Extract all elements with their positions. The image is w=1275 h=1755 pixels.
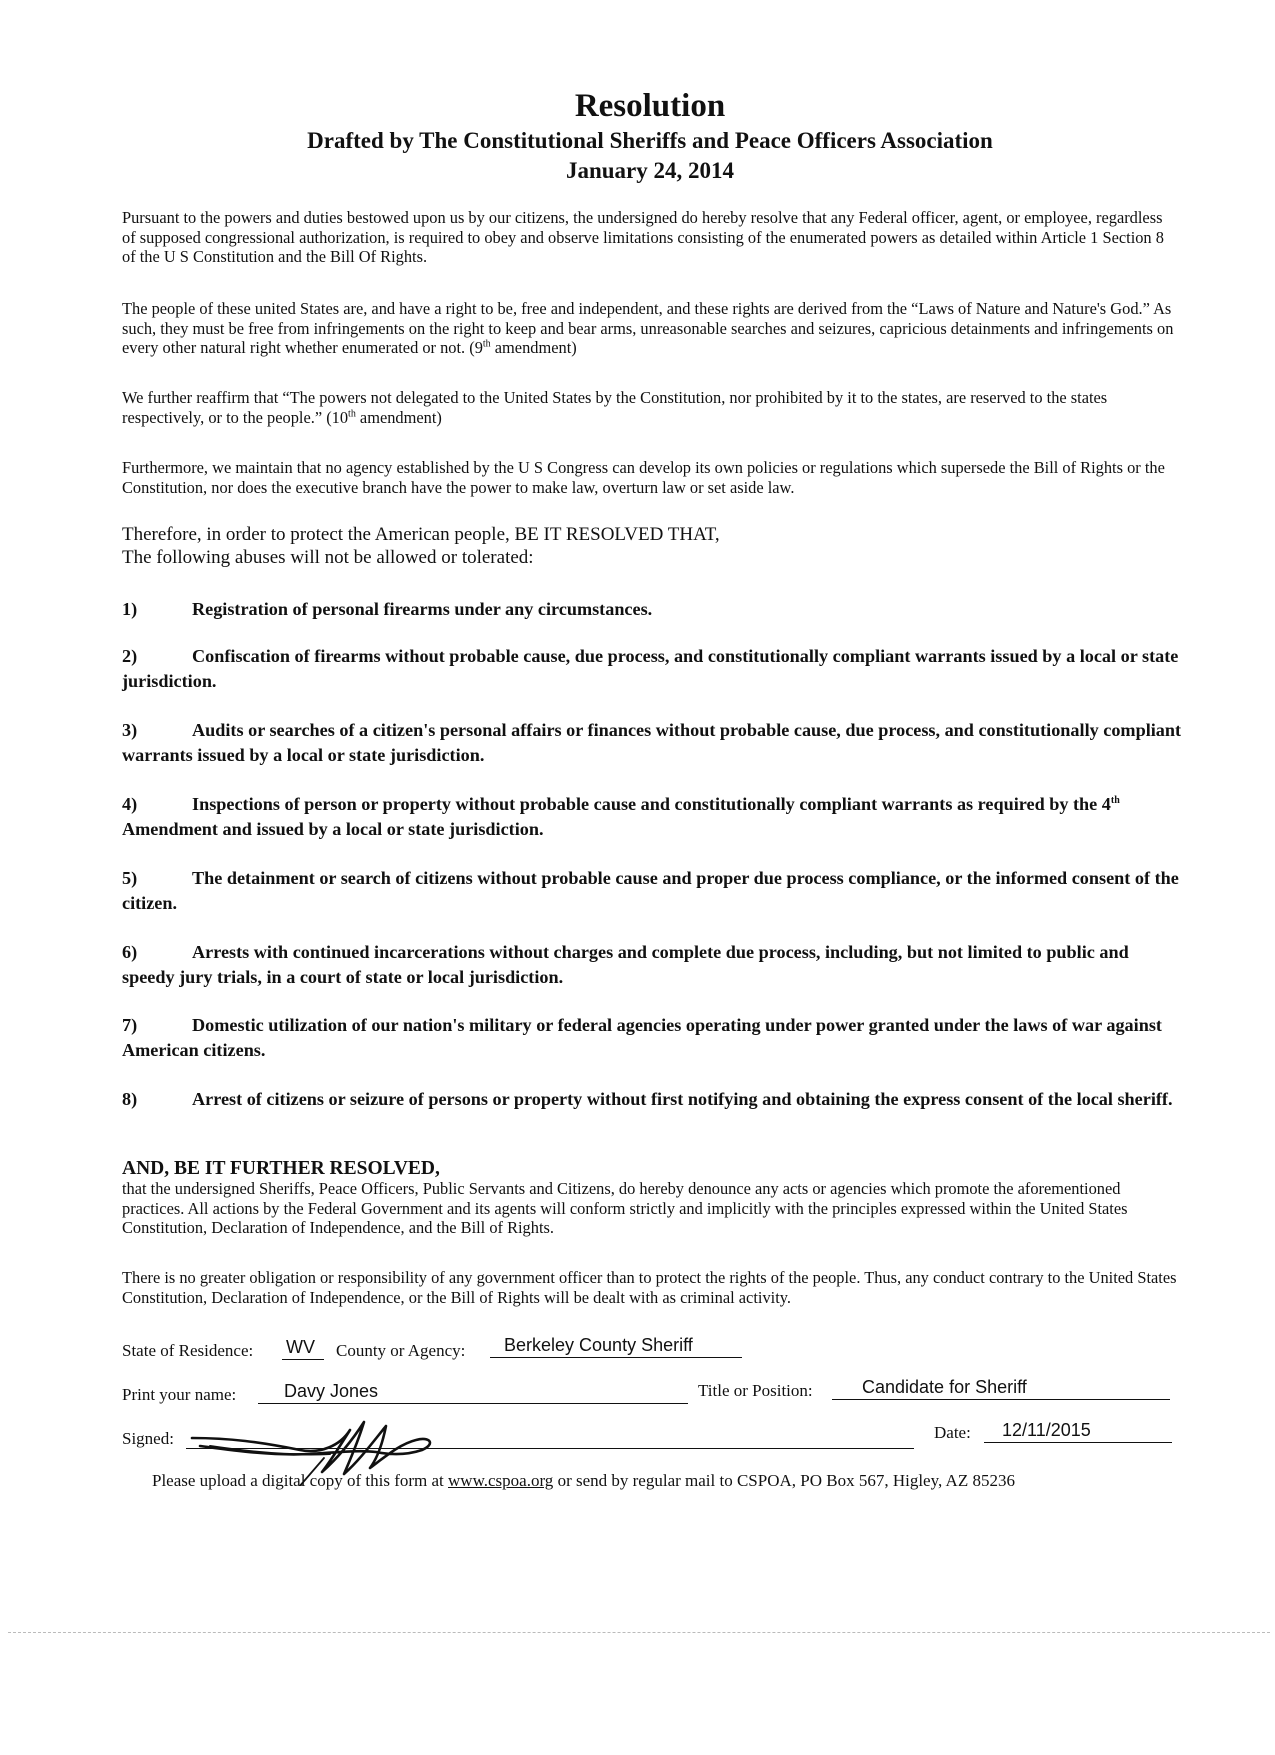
footer-text: Please upload a digital copy of this form at [152, 1471, 449, 1490]
abuse-number: 6) [122, 942, 138, 962]
name-value: Davy Jones [284, 1381, 379, 1401]
paragraph-reaffirm-end: amendment) [355, 407, 442, 427]
abuse-text: The detainment or search of citizens without probable cause and proper due process compliance, or the informed consent of the citizen. [122, 868, 1179, 913]
name-field[interactable] [258, 1379, 688, 1404]
abuse-text-end: Amendment and issued by a local or state jurisdiction. [122, 819, 544, 839]
abuse-number: 2) [122, 646, 138, 666]
title-field[interactable] [832, 1375, 1170, 1400]
footer-text-end: or send by regular mail to CSPOA, PO Box 567, Higley, AZ 85236 [553, 1471, 1015, 1490]
abuse-item-1 [122, 597, 1182, 622]
abuse-text: Confiscation of firearms without probable cause, due process, and constitutionally compliant warrants issued by a local or state jurisdiction. [122, 646, 1179, 691]
paragraph-reaffirm-text: We further reaffirm that “The powers not delegated to the United States by the Constitution, nor prohibited by it to the states, are reserved to the states respectively, or to the people.” (10 [122, 388, 1108, 427]
name-label: Print your name: [122, 1385, 237, 1404]
abuse-number: 8) [122, 1089, 138, 1109]
header [120, 86, 1180, 186]
abuse-item-5 [122, 866, 1182, 916]
abuse-item-7 [122, 1013, 1182, 1063]
abuse-text: Registration of personal firearms under any circumstances. [192, 599, 653, 619]
date-value: 12/11/2015 [1002, 1420, 1091, 1440]
superscript-th: th [348, 408, 356, 420]
therefore-line-2: The following abuses will not be allowed or tolerated: [122, 547, 534, 568]
paragraph-further-2: There is no greater obligation or responsibility of any government officer than to protect the rights of the people. Thus, any conduct contrary to the United States Constitution, Declaration of Independence, or the Bill of Rights will be dealt with as criminal activity. [122, 1268, 1177, 1307]
state-field[interactable] [282, 1335, 324, 1360]
title-label: Title or Position: [698, 1381, 813, 1400]
abuse-text: Audits or searches of a citizen's personal affairs or finances without probable cause, due process, and constitutionally compliant warrants issued by a local or state jurisdiction. [122, 720, 1182, 765]
abuse-number: 3) [122, 720, 138, 740]
superscript-th: th [1110, 794, 1120, 806]
county-value: Berkeley County Sheriff [504, 1335, 693, 1355]
abuse-number: 5) [122, 868, 138, 888]
document-date: January 24, 2014 [565, 158, 735, 183]
abuse-item-3 [122, 718, 1182, 768]
page-title: Resolution [574, 88, 726, 124]
further-resolved-heading: AND, BE IT FURTHER RESOLVED, [122, 1158, 440, 1179]
state-label: State of Residence: [122, 1341, 254, 1360]
therefore-block [122, 523, 1180, 569]
abuse-text: Inspections of person or property without probable cause and constitutionally compliant warrants as required by the 4 [192, 794, 1111, 814]
paragraph-people-end: amendment) [490, 338, 577, 357]
date-label: Date: [934, 1423, 971, 1442]
therefore-line-1: Therefore, in order to protect the American people, BE IT RESOLVED THAT, [122, 524, 720, 545]
abuse-item-8 [122, 1087, 1182, 1112]
scan-edge-line [8, 1632, 1270, 1633]
abuse-item-2 [122, 644, 1182, 694]
paragraph-pursuant: Pursuant to the powers and duties bestowed upon us by our citizens, the undersigned do hereby resolve that any Federal officer, agent, or employee, regardless of supposed congressional authorization, is required to obey and observe limitations consisting of the enumerated powers as detailed within Article 1 Section 8 of the U S Constitution and the Bill Of Rights. [122, 208, 1164, 266]
county-field[interactable] [490, 1333, 742, 1358]
date-field[interactable] [984, 1418, 1172, 1443]
abuse-number: 4) [122, 794, 138, 814]
state-value: WV [286, 1337, 315, 1357]
page-subtitle: Drafted by The Constitutional Sheriffs and Peace Officers Association [307, 128, 993, 153]
county-label: County or Agency: [336, 1341, 466, 1360]
signed-label: Signed: [122, 1429, 174, 1448]
abuse-text: Arrests with continued incarcerations without charges and complete due process, including, but not limited to public and speedy jury trials, in a court of state or local jurisdiction. [122, 942, 1129, 987]
paragraph-furthermore: Furthermore, we maintain that no agency established by the U S Congress can develop its own policies or regulations which supersede the Bill of Rights or the Constitution, nor does the executive branch have the power to make law, overturn law or set aside law. [122, 458, 1165, 497]
abuse-item-6 [122, 940, 1182, 990]
title-value: Candidate for Sheriff [862, 1377, 1027, 1397]
paragraph-people [122, 299, 1180, 358]
paragraph-further-1: that the undersigned Sheriffs, Peace Officers, Public Servants and Citizens, do hereby denounce any acts or agencies which promote the aforementioned practices. All actions by the Federal Government and its agents will conform strictly and implicitly with the principles expressed within the United States Constitution, Declaration of Independence, and the Bill of Rights. [122, 1179, 1128, 1237]
superscript-th: th [482, 338, 491, 350]
cspoa-link[interactable]: www.cspoa.org [448, 1471, 554, 1490]
footer-note [152, 1470, 1015, 1492]
abuse-item-4 [122, 792, 1182, 842]
abuse-number: 1) [122, 599, 138, 619]
abuse-number: 7) [122, 1015, 138, 1035]
paragraph-reaffirm [122, 388, 1180, 427]
paragraph-people-text: The people of these united States are, and have a right to be, free and independent, and these rights are derived from the “Laws of Nature and Nature's God.” As such, they must be free from infringements on the right to keep and bear arms, unreasonable searches and seizures, capricious detainments and infringements on every other natural right whether enumerated or not. (9 [122, 299, 1174, 357]
abuse-text: Domestic utilization of our nation's military or federal agencies operating under power granted under the laws of war against American citizens. [122, 1015, 1162, 1060]
abuse-text: Arrest of citizens or seizure of persons or property without first notifying and obtaining the express consent of the local sheriff. [192, 1089, 1173, 1109]
